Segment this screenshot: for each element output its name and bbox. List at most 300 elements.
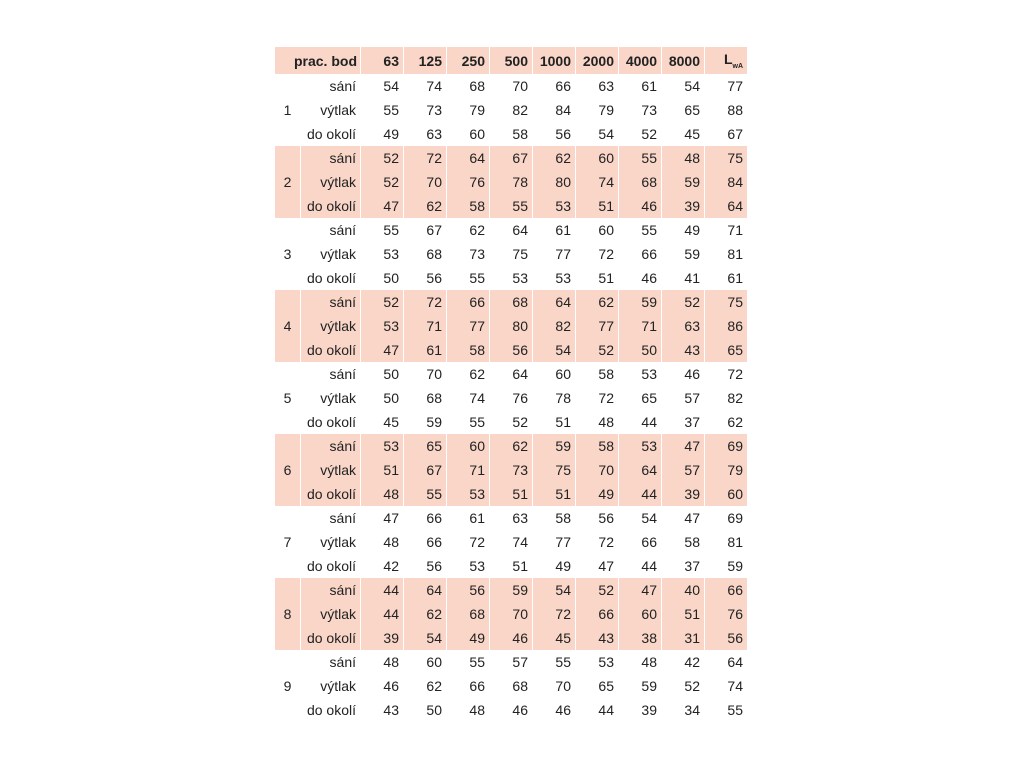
measurement-type: výtlak (301, 458, 360, 482)
level-value: 48 (383, 654, 399, 670)
measurement-type: výtlak (301, 170, 360, 194)
level-value: 54 (404, 626, 446, 650)
measurement-type: do okolí (306, 702, 356, 718)
level-value: 53 (361, 314, 403, 338)
level-value: 59 (684, 246, 700, 262)
lwa-value: 75 (705, 290, 747, 314)
header-freq-63: 63 (361, 47, 403, 74)
table-row (275, 410, 747, 434)
lwa-value: 56 (705, 626, 747, 650)
level-value: 57 (512, 654, 528, 670)
level-value: 53 (383, 246, 399, 262)
level-value: 74 (512, 534, 528, 550)
level-value: 71 (404, 314, 446, 338)
measurement-type: do okolí (301, 626, 360, 650)
level-value: 66 (576, 602, 618, 626)
level-value: 72 (533, 602, 575, 626)
lwa-value: 74 (727, 678, 743, 694)
level-value: 68 (469, 78, 485, 94)
level-value: 70 (512, 78, 528, 94)
measurement-type: sání (329, 222, 356, 238)
table-row (275, 698, 747, 722)
level-value: 45 (684, 126, 700, 142)
level-value: 60 (426, 654, 442, 670)
level-value: 67 (426, 222, 442, 238)
level-value: 56 (447, 578, 489, 602)
level-value: 44 (361, 602, 403, 626)
level-value: 47 (662, 434, 704, 458)
level-value: 47 (619, 578, 661, 602)
level-value: 53 (361, 434, 403, 458)
level-value: 77 (447, 314, 489, 338)
table-row (275, 554, 747, 578)
lwa-value: 59 (727, 558, 743, 574)
measurement-type: sání (301, 290, 360, 314)
level-value: 79 (469, 102, 485, 118)
lwa-value: 62 (727, 414, 743, 430)
level-value: 62 (469, 366, 485, 382)
level-value: 70 (576, 458, 618, 482)
level-value: 76 (447, 170, 489, 194)
level-value: 55 (641, 222, 657, 238)
level-value: 66 (555, 78, 571, 94)
level-value: 70 (404, 170, 446, 194)
level-value: 52 (576, 338, 618, 362)
measurement-type: sání (301, 434, 360, 458)
level-value: 65 (598, 678, 614, 694)
table-row (275, 530, 747, 554)
level-value: 61 (555, 222, 571, 238)
noise-level-table (274, 47, 748, 722)
level-value: 53 (469, 558, 485, 574)
measurement-type: sání (301, 578, 360, 602)
level-value: 70 (555, 678, 571, 694)
level-value: 59 (533, 434, 575, 458)
level-value: 68 (426, 246, 442, 262)
level-value: 38 (619, 626, 661, 650)
level-value: 50 (426, 702, 442, 718)
point-number: 6 (275, 434, 300, 506)
level-value: 75 (512, 246, 528, 262)
level-value: 63 (662, 314, 704, 338)
level-value: 65 (404, 434, 446, 458)
level-value: 45 (383, 414, 399, 430)
table-row (275, 674, 747, 698)
level-value: 63 (512, 510, 528, 526)
level-value: 52 (684, 678, 700, 694)
level-value: 70 (490, 602, 532, 626)
level-value: 55 (469, 414, 485, 430)
level-value: 64 (619, 458, 661, 482)
level-value: 62 (576, 290, 618, 314)
level-value: 68 (447, 602, 489, 626)
table-header (275, 47, 747, 74)
header-freq-250: 250 (447, 47, 489, 74)
level-value: 55 (383, 102, 399, 118)
table-row (275, 266, 747, 290)
table-row (275, 314, 747, 338)
header-freq-2000: 2000 (576, 47, 618, 74)
point-number: 8 (275, 578, 300, 650)
level-value: 68 (512, 678, 528, 694)
level-value: 52 (662, 290, 704, 314)
level-value: 39 (361, 626, 403, 650)
table-row (275, 290, 747, 314)
lwa-value: 64 (727, 654, 743, 670)
level-value: 58 (684, 534, 700, 550)
level-value: 58 (447, 194, 489, 218)
lwa-value: 60 (705, 482, 747, 506)
level-value: 74 (426, 78, 442, 94)
level-value: 78 (490, 170, 532, 194)
level-value: 67 (490, 146, 532, 170)
lwa-value: 69 (705, 434, 747, 458)
level-value: 77 (555, 534, 571, 550)
level-value: 46 (555, 702, 571, 718)
measurement-type: do okolí (301, 194, 360, 218)
level-value: 49 (383, 126, 399, 142)
level-value: 63 (426, 126, 442, 142)
level-value: 84 (555, 102, 571, 118)
level-value: 54 (598, 126, 614, 142)
level-value: 44 (598, 702, 614, 718)
level-value: 47 (598, 558, 614, 574)
table-row (275, 170, 747, 194)
measurement-type: do okolí (306, 558, 356, 574)
level-value: 64 (404, 578, 446, 602)
level-value: 59 (490, 578, 532, 602)
header-freq-125: 125 (404, 47, 446, 74)
level-value: 62 (533, 146, 575, 170)
level-value: 55 (383, 222, 399, 238)
level-value: 46 (619, 194, 661, 218)
measurement-type: výtlak (301, 602, 360, 626)
point-number: 5 (275, 362, 300, 434)
header-point-label: prac. bod (275, 47, 360, 74)
lwa-value: 71 (727, 222, 743, 238)
level-value: 53 (555, 270, 571, 286)
level-value: 46 (512, 702, 528, 718)
measurement-type: sání (329, 366, 356, 382)
measurement-type: výtlak (320, 534, 356, 550)
level-value: 65 (684, 102, 700, 118)
table-row (275, 482, 747, 506)
level-value: 50 (383, 270, 399, 286)
table-row (275, 386, 747, 410)
level-value: 40 (662, 578, 704, 602)
header-row (275, 47, 747, 74)
level-value: 74 (469, 390, 485, 406)
lwa-value: 66 (705, 578, 747, 602)
level-value: 66 (641, 534, 657, 550)
level-value: 58 (447, 338, 489, 362)
level-value: 53 (512, 270, 528, 286)
level-value: 43 (383, 702, 399, 718)
level-value: 55 (490, 194, 532, 218)
lwa-value: 69 (727, 510, 743, 526)
lwa-value: 88 (727, 102, 743, 118)
table-row (275, 98, 747, 122)
table-row (275, 242, 747, 266)
level-value: 56 (598, 510, 614, 526)
level-value: 58 (555, 510, 571, 526)
level-value: 65 (641, 390, 657, 406)
measurement-type: sání (329, 510, 356, 526)
point-number: 7 (275, 506, 300, 578)
level-value: 56 (555, 126, 571, 142)
measurement-type: sání (329, 78, 356, 94)
header-lwa-main: L (723, 51, 733, 68)
lwa-value: 77 (727, 78, 743, 94)
measurement-type: do okolí (306, 126, 356, 142)
measurement-type: sání (329, 654, 356, 670)
measurement-type: sání (301, 146, 360, 170)
table-row (275, 194, 747, 218)
measurement-type: výtlak (320, 102, 356, 118)
level-value: 82 (512, 102, 528, 118)
level-value: 44 (619, 482, 661, 506)
lwa-value: 65 (705, 338, 747, 362)
point-number: 3 (275, 218, 300, 290)
level-value: 46 (383, 678, 399, 694)
level-value: 72 (404, 290, 446, 314)
level-value: 73 (426, 102, 442, 118)
level-value: 62 (426, 678, 442, 694)
point-number: 4 (275, 290, 300, 362)
level-value: 52 (576, 578, 618, 602)
level-value: 59 (641, 678, 657, 694)
level-value: 52 (641, 126, 657, 142)
level-value: 52 (512, 414, 528, 430)
level-value: 59 (662, 170, 704, 194)
level-value: 37 (684, 558, 700, 574)
lwa-value: 81 (727, 246, 743, 262)
level-value: 73 (641, 102, 657, 118)
level-value: 66 (641, 246, 657, 262)
lwa-value: 86 (705, 314, 747, 338)
level-value: 74 (576, 170, 618, 194)
level-value: 58 (598, 366, 614, 382)
level-value: 53 (533, 194, 575, 218)
level-value: 53 (619, 434, 661, 458)
level-value: 55 (555, 654, 571, 670)
level-value: 39 (641, 702, 657, 718)
level-value: 41 (684, 270, 700, 286)
level-value: 46 (490, 626, 532, 650)
level-value: 55 (404, 482, 446, 506)
level-value: 34 (684, 702, 700, 718)
level-value: 67 (404, 458, 446, 482)
measurement-type: do okolí (301, 338, 360, 362)
level-value: 44 (361, 578, 403, 602)
level-value: 54 (533, 578, 575, 602)
level-value: 60 (576, 146, 618, 170)
level-value: 57 (662, 458, 704, 482)
measurement-type: výtlak (320, 246, 356, 262)
level-value: 51 (662, 602, 704, 626)
level-value: 44 (641, 414, 657, 430)
level-value: 50 (383, 390, 399, 406)
header-freq-1000: 1000 (533, 47, 575, 74)
level-value: 55 (469, 270, 485, 286)
level-value: 60 (598, 222, 614, 238)
measurement-type: výtlak (301, 314, 360, 338)
level-value: 62 (404, 194, 446, 218)
level-value: 39 (662, 482, 704, 506)
level-value: 53 (598, 654, 614, 670)
table-row (275, 122, 747, 146)
point-number: 1 (275, 74, 300, 146)
table-row (275, 602, 747, 626)
level-value: 50 (619, 338, 661, 362)
level-value: 62 (404, 602, 446, 626)
level-value: 64 (512, 366, 528, 382)
lwa-value: 82 (727, 390, 743, 406)
level-value: 64 (447, 146, 489, 170)
level-value: 77 (555, 246, 571, 262)
level-value: 46 (641, 270, 657, 286)
level-value: 61 (404, 338, 446, 362)
level-value: 80 (490, 314, 532, 338)
level-value: 57 (684, 390, 700, 406)
level-value: 59 (619, 290, 661, 314)
level-value: 72 (404, 146, 446, 170)
level-value: 47 (361, 194, 403, 218)
table-row (275, 506, 747, 530)
table-body (275, 74, 747, 722)
measurement-type: do okolí (306, 270, 356, 286)
level-value: 73 (469, 246, 485, 262)
level-value: 48 (361, 482, 403, 506)
level-value: 55 (619, 146, 661, 170)
level-value: 56 (426, 270, 442, 286)
table-row (275, 458, 747, 482)
level-value: 64 (512, 222, 528, 238)
measurement-type: do okolí (306, 414, 356, 430)
level-value: 44 (641, 558, 657, 574)
level-value: 42 (684, 654, 700, 670)
level-value: 37 (684, 414, 700, 430)
table-row (275, 434, 747, 458)
point-number: 9 (275, 650, 300, 722)
level-value: 43 (662, 338, 704, 362)
level-value: 68 (490, 290, 532, 314)
level-value: 72 (598, 390, 614, 406)
level-value: 53 (641, 366, 657, 382)
level-value: 58 (576, 434, 618, 458)
level-value: 47 (383, 510, 399, 526)
lwa-value: 75 (705, 146, 747, 170)
level-value: 72 (598, 246, 614, 262)
level-value: 49 (576, 482, 618, 506)
lwa-value: 84 (705, 170, 747, 194)
level-value: 71 (619, 314, 661, 338)
point-number: 2 (275, 146, 300, 218)
level-value: 76 (512, 390, 528, 406)
level-value: 62 (490, 434, 532, 458)
level-value: 66 (426, 510, 442, 526)
header-freq-4000: 4000 (619, 47, 661, 74)
level-value: 51 (361, 458, 403, 482)
table-row (275, 74, 747, 98)
level-value: 63 (598, 78, 614, 94)
level-value: 68 (619, 170, 661, 194)
lwa-value: 72 (727, 366, 743, 382)
level-value: 71 (447, 458, 489, 482)
level-value: 61 (641, 78, 657, 94)
level-value: 52 (361, 146, 403, 170)
level-value: 60 (619, 602, 661, 626)
level-value: 78 (555, 390, 571, 406)
level-value: 68 (426, 390, 442, 406)
level-value: 72 (469, 534, 485, 550)
table-row (275, 218, 747, 242)
level-value: 79 (598, 102, 614, 118)
level-value: 66 (469, 678, 485, 694)
header-lwa (705, 47, 747, 74)
level-value: 59 (426, 414, 442, 430)
level-value: 49 (555, 558, 571, 574)
level-value: 48 (598, 414, 614, 430)
header-freq-500: 500 (490, 47, 532, 74)
level-value: 48 (662, 146, 704, 170)
level-value: 75 (533, 458, 575, 482)
level-value: 48 (469, 702, 485, 718)
level-value: 43 (576, 626, 618, 650)
level-value: 48 (641, 654, 657, 670)
table-row (275, 626, 747, 650)
level-value: 53 (447, 482, 489, 506)
level-value: 45 (533, 626, 575, 650)
table-row (275, 578, 747, 602)
level-value: 47 (361, 338, 403, 362)
level-value: 31 (662, 626, 704, 650)
level-value: 80 (533, 170, 575, 194)
level-value: 50 (383, 366, 399, 382)
level-value: 51 (490, 482, 532, 506)
level-value: 70 (426, 366, 442, 382)
level-value: 61 (469, 510, 485, 526)
table-row (275, 146, 747, 170)
level-value: 56 (490, 338, 532, 362)
lwa-value: 81 (727, 534, 743, 550)
level-value: 52 (361, 170, 403, 194)
level-value: 51 (512, 558, 528, 574)
measurement-type: výtlak (320, 390, 356, 406)
level-value: 60 (447, 434, 489, 458)
level-value: 60 (555, 366, 571, 382)
level-value: 49 (447, 626, 489, 650)
level-value: 60 (469, 126, 485, 142)
level-value: 46 (684, 366, 700, 382)
level-value: 82 (533, 314, 575, 338)
lwa-value: 55 (727, 702, 743, 718)
lwa-value: 79 (705, 458, 747, 482)
level-value: 49 (684, 222, 700, 238)
level-value: 39 (662, 194, 704, 218)
level-value: 54 (684, 78, 700, 94)
lwa-value: 64 (705, 194, 747, 218)
level-value: 66 (426, 534, 442, 550)
table-row (275, 362, 747, 386)
measurement-type: do okolí (301, 482, 360, 506)
level-value: 42 (383, 558, 399, 574)
level-value: 51 (598, 270, 614, 286)
level-value: 64 (533, 290, 575, 314)
level-value: 47 (684, 510, 700, 526)
lwa-value: 67 (727, 126, 743, 142)
level-value: 54 (383, 78, 399, 94)
